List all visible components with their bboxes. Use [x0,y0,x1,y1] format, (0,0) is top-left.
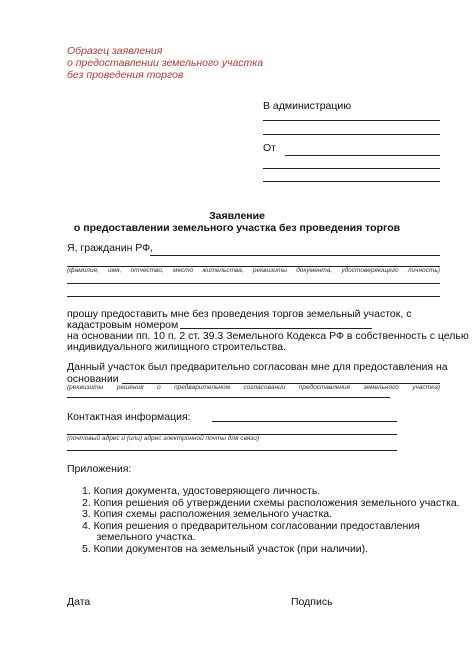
citizen-label: Я, гражданин РФ, [67,242,154,254]
citizen-field[interactable] [150,255,440,256]
contact-label: Контактная информация: [67,411,191,423]
list-item: 3. Копия схемы расположения земельного участка. [82,508,333,520]
citizen-field[interactable] [67,296,440,297]
doc-subtitle: о предоставлении земельного участка без проведения торгов [73,222,401,234]
preliminary-hint: (реквизиты решения о предварительном согласовании предоставления земельного участка) [67,384,440,391]
addressee-from: От [263,142,276,154]
addressee-line[interactable] [263,134,440,135]
addressee-to: В администрацию [263,100,352,112]
citizen-field[interactable] [67,283,440,284]
preliminary-line-1: Данный участок был предварительно согласован мне для предоставления на [67,361,448,373]
addressee-line[interactable] [285,155,440,156]
sample-header-line-2: о предоставлении земельного участка [67,57,264,69]
sample-header-line-1: Образец заявления [67,45,163,57]
list-item: 2. Копия решения об утверждении схемы расположения земельного участка. [82,496,460,509]
list-item: 5. Копии документов на земельный участок (при наличии). [82,542,369,555]
doc-title: Заявление [209,210,265,222]
list-item: 1. Копия документа, удостоверяющего личность. [82,485,321,497]
preliminary-line-2: основании [67,373,119,385]
addressee-line[interactable] [263,181,440,182]
request-line-1: прошу предоставить мне без проведения торгов земельный участок, с [67,308,412,320]
attachments-list [82,485,460,554]
sample-header [67,45,263,81]
request-line-2: кадастровым номером [67,319,179,331]
contact-field[interactable] [67,450,397,451]
citizen-hint: (фамилия, имя, отчество, место жительства, реквизиты документа, удостоверяющего личность) [67,267,440,274]
signature-label: Подпись [291,596,333,608]
date-label: Дата [67,596,91,608]
list-item: земельного участка. [82,531,196,543]
contact-hint: (почтовый адрес и (или) адрес электронной почты для связи) [67,435,260,442]
cadastral-number-field[interactable] [180,328,372,329]
addressee-line[interactable] [263,168,440,169]
addressee-line[interactable] [263,120,440,121]
sample-header-line-3: без проведения торгов [67,69,184,81]
list-item: 4. Копия решения о предварительном согласовании предоставления [82,519,420,532]
request-line-3: на основании пп. 10 п. 2 ст. 39.3 Земельного Кодекса РФ в собственность с целью [67,330,469,342]
attachments-label: Приложения: [67,463,132,475]
preliminary-basis-field[interactable] [67,397,390,398]
contact-field[interactable] [212,421,397,422]
request-line-4: индивидуального жилищного строительства. [67,341,286,353]
